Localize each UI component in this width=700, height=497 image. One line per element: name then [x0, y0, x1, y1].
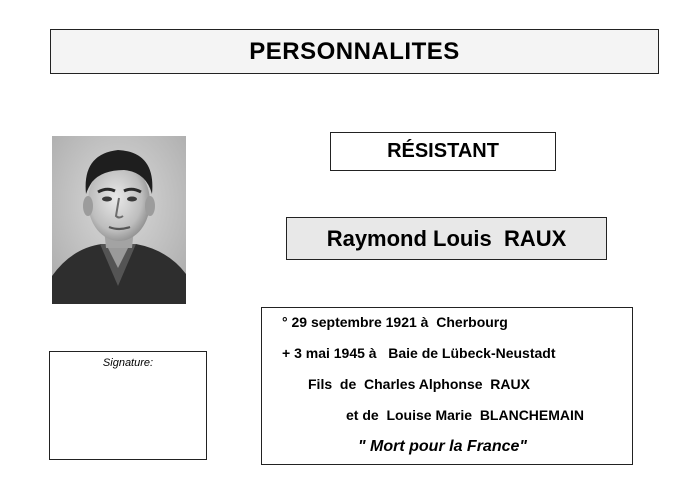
role-box [330, 132, 556, 171]
signature-box [49, 351, 207, 460]
signature-label: Signature: [102, 357, 154, 369]
mother-line: et de Louise Marie BLANCHEMAIN [346, 407, 585, 423]
page-title-box [50, 29, 659, 74]
death-line: + 3 mai 1945 à Baie de Lübeck-Neustadt [282, 345, 556, 361]
portrait-photo [52, 136, 186, 304]
birth-line: ° 29 septembre 1921 à Cherbourg [282, 314, 508, 330]
page-title: PERSONNALITES [249, 37, 460, 65]
biography-box [261, 307, 633, 465]
person-name: Raymond Louis RAUX [326, 225, 567, 251]
mention-line: " Mort pour la France" [358, 438, 527, 455]
name-box [286, 217, 607, 260]
portrait-image [52, 136, 186, 304]
father-line: Fils de Charles Alphonse RAUX [308, 376, 530, 392]
role-label: RÉSISTANT [387, 140, 499, 162]
